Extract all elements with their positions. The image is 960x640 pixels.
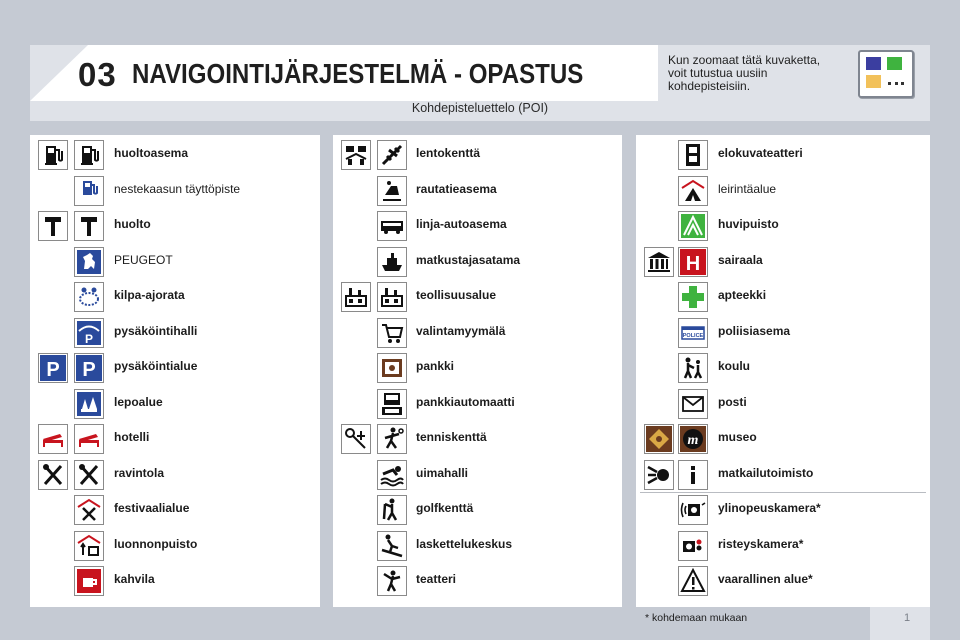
poi-list-item <box>30 386 320 422</box>
zoom-note-line: kohdepisteisiin. <box>668 79 751 93</box>
map-zoom-icon <box>858 50 914 98</box>
bank-icon <box>377 353 407 383</box>
poi-list-item <box>333 350 622 386</box>
bed-icon <box>74 424 104 454</box>
poi-list-item <box>30 173 320 209</box>
police-icon <box>678 318 708 348</box>
poi-list-item <box>636 421 930 457</box>
fuel-pump-icon <box>38 140 68 170</box>
industry-icon <box>341 282 371 312</box>
poi-list-item <box>636 173 930 209</box>
poi-label: museo <box>718 430 757 444</box>
campsite-icon <box>678 176 708 206</box>
poi-label: matkailutoimisto <box>718 465 814 480</box>
poi-label: vaarallinen alue* <box>718 572 813 586</box>
poi-label: risteyskamera* <box>718 536 804 551</box>
poi-list-item <box>30 208 320 244</box>
poi-label: huvipuisto <box>718 217 779 231</box>
poi-label: PEUGEOT <box>114 252 173 267</box>
poi-label: pankki <box>416 359 455 373</box>
fork-knife-icon <box>74 460 104 490</box>
poi-list-item <box>333 173 622 209</box>
poi-label: sairaala <box>718 252 763 267</box>
poi-label: luonnonpuisto <box>114 536 198 551</box>
lpg-pump-icon <box>74 176 104 206</box>
poi-list-item <box>636 563 930 599</box>
amusement-park-icon <box>678 211 708 241</box>
hospital-icon <box>678 247 708 277</box>
shopping-cart-icon <box>377 318 407 348</box>
poi-label: poliisiasema <box>718 323 791 338</box>
poi-label: valintamyymälä <box>416 323 506 338</box>
train-icon <box>377 176 407 206</box>
zoom-note-line: Kun zoomaat tätä kuvaketta, <box>668 53 821 67</box>
info-icon <box>678 460 708 490</box>
poi-list-item <box>636 528 930 564</box>
peugeot-lion-icon <box>74 247 104 277</box>
danger-zone-icon <box>678 566 708 596</box>
chapter-number: 03 <box>78 56 117 93</box>
parking-icon <box>74 353 104 383</box>
svg-text:H: H <box>685 252 701 275</box>
poi-label: kilpa-ajorata <box>114 288 185 302</box>
poi-label: posti <box>718 394 747 409</box>
poi-label: nestekaasun täyttöpiste <box>114 181 241 196</box>
poi-list-item <box>333 208 622 244</box>
poi-label: apteekki <box>718 288 767 302</box>
poi-column-1 <box>30 135 320 607</box>
ferry-icon <box>377 247 407 277</box>
red-light-camera-icon <box>678 531 708 561</box>
poi-list-item <box>333 244 622 280</box>
museum-building-icon <box>644 247 674 277</box>
map-tile-icon <box>866 57 881 70</box>
zoom-note <box>668 54 848 93</box>
school-icon <box>678 353 708 383</box>
poi-label: rautatieasema <box>416 181 497 196</box>
poi-label: festivaalialue <box>114 501 190 515</box>
tennis-icon <box>377 424 407 454</box>
hammer-icon <box>74 211 104 241</box>
poi-list-item <box>333 421 622 457</box>
map-tile-icon <box>866 75 881 88</box>
poi-list-item <box>636 457 930 493</box>
sports-icon <box>341 424 371 454</box>
museum-m-icon <box>678 424 708 454</box>
poi-label: golfkenttä <box>416 501 474 515</box>
parking-garage-icon <box>74 318 104 348</box>
svg-text:m: m <box>687 433 699 448</box>
poi-list-item <box>333 457 622 493</box>
poi-label: pysäköintihalli <box>114 323 198 338</box>
poi-list-item <box>636 208 930 244</box>
poi-label: ravintola <box>114 465 165 480</box>
poi-list-item <box>333 315 622 351</box>
poi-list-item <box>636 350 930 386</box>
poi-label: teollisuusalue <box>416 288 497 302</box>
poi-list-item <box>30 421 320 457</box>
poi-label: kahvila <box>114 572 155 586</box>
poi-list-item <box>636 386 930 422</box>
cinema-film-icon <box>678 140 708 170</box>
festival-icon <box>74 495 104 525</box>
poi-label: hotelli <box>114 430 150 444</box>
poi-list-item <box>30 315 320 351</box>
fork-knife-icon <box>38 460 68 490</box>
poi-label: linja-autoasema <box>416 217 507 231</box>
poi-label: huoltoasema <box>114 146 189 160</box>
coffee-cup-icon <box>74 566 104 596</box>
poi-column-2 <box>333 135 622 607</box>
page-title: NAVIGOINTIJÄRJESTELMÄ - OPASTUS <box>132 58 584 89</box>
poi-label: huolto <box>114 217 151 231</box>
skiing-icon <box>377 531 407 561</box>
poi-list-item <box>30 492 320 528</box>
poi-list-item <box>30 528 320 564</box>
poi-label: uimahalli <box>416 465 469 480</box>
poi-list-item <box>333 563 622 599</box>
post-envelope-icon <box>678 389 708 419</box>
atm-icon <box>377 389 407 419</box>
poi-label: koulu <box>718 359 750 373</box>
poi-list-item <box>30 244 320 280</box>
airplane-icon <box>377 140 407 170</box>
svg-text:P: P <box>84 331 94 346</box>
golf-icon <box>377 495 407 525</box>
dots-icon <box>888 82 904 89</box>
poi-column-3 <box>636 135 930 607</box>
theatre-icon <box>377 566 407 596</box>
poi-label: lepoalue <box>114 394 163 409</box>
poi-list-item <box>636 137 930 173</box>
hammer-icon <box>38 211 68 241</box>
bus-icon <box>377 211 407 241</box>
monument-icon <box>644 424 674 454</box>
zoom-note-line: voit tutustua uusiin <box>668 66 768 80</box>
poi-list-item <box>30 137 320 173</box>
poi-label: pankkiautomaatti <box>416 394 515 409</box>
fuel-pump-icon <box>74 140 104 170</box>
swimming-icon <box>377 460 407 490</box>
poi-list-item <box>30 350 320 386</box>
map-tile-icon <box>887 57 902 70</box>
poi-list-item <box>636 315 930 351</box>
bed-icon <box>38 424 68 454</box>
poi-list-item <box>30 279 320 315</box>
parking-icon <box>38 353 68 383</box>
poi-list-subtitle: Kohdepisteluettelo (POI) <box>411 101 549 115</box>
page-number: 1 <box>904 612 911 624</box>
poi-label: elokuvateatteri <box>718 146 803 160</box>
poi-list-item <box>333 137 622 173</box>
poi-label: tenniskenttä <box>416 430 487 444</box>
poi-label: pysäköintialue <box>114 359 198 373</box>
svg-text:P: P <box>82 359 96 381</box>
poi-list-item <box>636 492 930 528</box>
poi-label: teatteri <box>416 572 457 586</box>
poi-label: laskettelukeskus <box>416 536 513 551</box>
poi-label: ylinopeuskamera* <box>718 501 821 515</box>
page-number-box <box>870 607 930 640</box>
poi-list-item <box>636 279 930 315</box>
poi-label: matkustajasatama <box>416 252 521 267</box>
speed-camera-icon <box>678 495 708 525</box>
poi-list-item <box>30 457 320 493</box>
poi-list-item <box>333 528 622 564</box>
race-track-icon <box>74 282 104 312</box>
footnote: * kohdemaan mukaan <box>645 612 748 624</box>
poi-list-item <box>333 492 622 528</box>
poi-list-item <box>30 563 320 599</box>
svg-text:P: P <box>46 359 60 381</box>
tourism-sun-icon <box>644 460 674 490</box>
airport-luggage-icon <box>341 140 371 170</box>
rest-area-icon <box>74 389 104 419</box>
svg-text:POLICE: POLICE <box>682 332 704 339</box>
poi-list-item <box>333 279 622 315</box>
poi-label: lentokenttä <box>416 146 481 160</box>
poi-list-item <box>636 244 930 280</box>
pharmacy-cross-icon <box>678 282 708 312</box>
poi-label: leirintäalue <box>718 181 777 196</box>
nature-park-icon <box>74 531 104 561</box>
poi-list-item <box>333 386 622 422</box>
industry-icon <box>377 282 407 312</box>
